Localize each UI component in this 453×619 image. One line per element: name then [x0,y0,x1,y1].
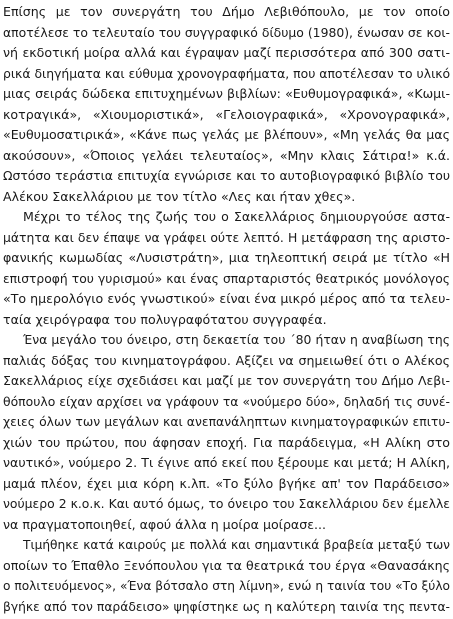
paragraph-end-line: να πραγματοποιηθεί, αφού άλλα η μοίρα μοίρασε... [3,516,327,532]
text-line: Ωστόσο τεράστια επιτυχία εγνώρισε και το αυτοβιογραφικό βιβλίο του [3,168,450,183]
text-line: νούμερο 2 κ.ο.κ. Και αυτό όμως, το όνειρο του Σακελλάριου δεν έμελλε [3,496,450,511]
text-line: μάτητα και δεν έπαψε να γράφει ούτε λεπτό. Η μετάφραση της αριστο- [3,229,450,245]
text-line: ακούσουν», «Όποιος γελάει τελευταίος», «Μην κλαις Σάτιρα!» κ.ά. [3,147,450,163]
text-line: αποτέλεσε το τελευταίο του συγγραφικό δίδυμο (1980), ένωσαν σε κοι- [3,24,450,40]
text-line: οποίων το Έπαθλο Ξενόπουλου για τα θεατρικά του έργα «Θανασάκης [3,557,450,573]
text-line: Σακελλάριος είχε σχεδιάσει και μαζί με τον συνεργάτη του Δήμο Λεβι- [3,373,450,388]
paragraph-first-line: Μέχρι το τέλος της ζωής του ο Σακελλάριος δημιουργούσε αστα- [23,209,450,224]
text-line: θόπουλο είχαν αρχίσει να γράφουν τα «νούμερο δύο», δηλαδή τις συνέ- [3,393,450,409]
text-line: «Ευθυμοσατιρικά», «Κάνε πως γελάς με βλέπουν», «Μη γελάς θα μας [3,127,450,142]
text-line: κοτραγικά», «Χιουμοριστικά», «Γελοιογραφικά», «Χρονογραφικά», [3,106,450,122]
paragraph-end-line: Αλέκου Σακελλάριου με τον τίτλο «Λες και ήταν χθες». [3,188,356,204]
text-line: νή εκδοτική μοίρα αλλά και έγραψαν μαζί περισσότερα από 300 σατι- [3,45,450,60]
text-line: χειες όλων των μεγάλων και ανεπανάληπτων κινηματογραφικών επιτυ- [3,414,450,429]
paragraph-first-line: Ένα μεγάλο του όνειρο, στη δεκαετία του ΄80 ήταν η αναβίωση της [23,332,450,347]
paragraph-first-line: Τιμήθηκε κατά καιρούς με πολλά και σημαντικά βραβεία μεταξύ των [23,538,450,552]
text-line: ρικά διηγήματα και εύθυμα χρονογραφήματα, που αποτέλεσαν το υλικό [3,65,450,81]
text-line: ναυτικό», νούμερο 2. Τι έγινε από εκεί που ξέρουμε και μετά; Η Αλίκη, [3,455,450,470]
text-line: βγήκε από τον παράδεισο» ψηφίστηκε ως η καλύτερη ταινία της πεντα- [3,599,450,614]
paragraph-end-line: ταία χειρόγραφα του πολυγραφότατου συγγραφέα. [3,311,327,327]
text-line: παλιάς δόξας του κινηματογράφου. Αξίζει να σημειωθεί ότι ο Αλέκος [3,352,450,368]
text-line: φανικής κωμωδίας «Λυσιστράτη», μια τηλεοπτική σειρά με τίτλο «Η [3,250,450,265]
text-line: επιστροφή του γυρισμού» και ένας σπαρταριστός θεατρικός μονόλογος [3,271,450,286]
text-line: «Το ημερολόγιο ενός γνωστικού» είναι ένα μικρό μέρος από τα τελευ- [3,291,450,306]
text-line: Επίσης με τον συνεργάτη του Δήμο Λεβιθόπουλο, με τον οποίο [3,4,450,19]
text-line: ο πολιτευόμενος», «Ένα βότσαλο στη λίμνη», ενώ η ταινία του «Το ξύλο [3,579,450,593]
text-line: μιας σειράς δώδεκα επιτυχημένων βιβλίων: «Ευθυμογραφικά», «Κωμι- [3,86,450,101]
text-line: μαμά πλέον, έχει μια κόρη κ.λπ. «Το ξύλο βγήκε απ' τον Παράδεισο» [3,475,450,491]
text-line: χιών του πρώτου, που άφησαν εποχή. Για παράδειγμα, «Η Αλίκη στο [3,434,450,450]
